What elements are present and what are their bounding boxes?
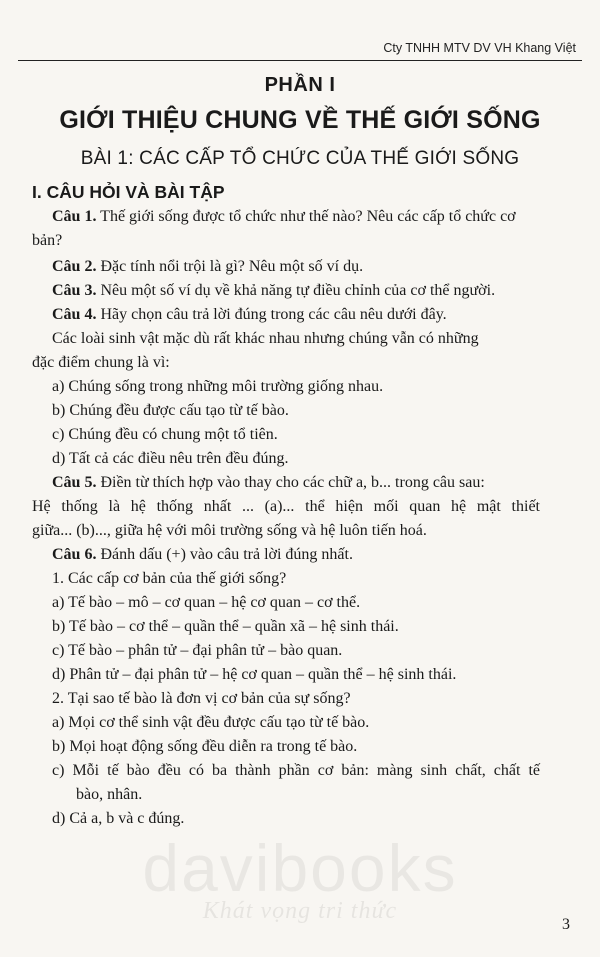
question-6 [52, 546, 353, 564]
question-stem: giữa... (b)..., giữa hệ với môi trường sống và hệ luôn tiến hoá. [32, 522, 427, 539]
question-text: Điền từ thích hợp vào thay cho các chữ a, b... trong câu sau: [96, 474, 485, 491]
answer-option: b) Mọi hoạt động sống đều diễn ra trong tế bào. [52, 738, 358, 755]
question-label: Câu 5. [52, 474, 97, 491]
section-title: I. CÂU HỎI VÀ BÀI TẬP [32, 182, 225, 202]
answer-option: c) Tế bào – phân tử – đại phân tử – bào quan. [52, 642, 343, 659]
question-2 [52, 258, 363, 276]
question-text-continued: bản? [32, 232, 63, 249]
question-3 [52, 282, 495, 300]
question-stem: Các loài sinh vật mặc dù rất khác nhau nhưng chúng vẫn có những [52, 330, 479, 347]
question-1 [52, 208, 516, 226]
question-5 [52, 474, 485, 492]
answer-option: c) Mỗi tế bào đều có ba thành phần cơ bản: màng sinh chất, chất tế [52, 762, 540, 779]
answer-option: c) Chúng đều có chung một tổ tiên. [52, 426, 278, 443]
question-text: Đánh dấu (+) vào câu trả lời đúng nhất. [96, 546, 353, 563]
answer-option: b) Chúng đều được cấu tạo từ tế bào. [52, 402, 289, 419]
question-label: Câu 6. [52, 546, 97, 563]
answer-option-continued: bào, nhân. [76, 786, 143, 803]
question-4 [52, 306, 447, 324]
question-label: Câu 3. [52, 282, 97, 299]
watermark-slogan: Khát vọng tri thức [202, 898, 398, 924]
answer-option: d) Cả a, b và c đúng. [52, 810, 185, 827]
question-stem: đặc điểm chung là vì: [32, 354, 170, 371]
answer-option: a) Tế bào – mô – cơ quan – hệ cơ quan – cơ thể. [52, 594, 361, 611]
question-label: Câu 1. [52, 208, 97, 225]
answer-option: a) Chúng sống trong những môi trường giống nhau. [52, 378, 384, 395]
part-title: PHẦN I [264, 74, 336, 96]
main-title: GIỚI THIỆU CHUNG VỀ THẾ GIỚI SỐNG [59, 106, 541, 134]
question-label: Câu 4. [52, 306, 97, 323]
sub-question: 1. Các cấp cơ bản của thế giới sống? [52, 570, 287, 587]
header-divider [18, 60, 582, 61]
question-text: Thế giới sống được tổ chức như thế nào? Nêu các cấp tổ chức cơ [96, 208, 516, 225]
answer-option: d) Phân tử – đại phân tử – hệ cơ quan – quần thể – hệ sinh thái. [52, 666, 457, 683]
question-stem: Hệ thống là hệ thống nhất ... (a)... thể hiện mối quan hệ mật thiết [32, 498, 540, 515]
page-number: 3 [562, 916, 570, 933]
question-text: Hãy chọn câu trả lời đúng trong các câu nêu dưới đây. [96, 306, 447, 323]
question-label: Câu 2. [52, 258, 97, 275]
running-header: Cty TNHH MTV DV VH Khang Việt [383, 41, 576, 55]
answer-option: a) Mọi cơ thể sinh vật đều được cấu tạo từ tế bào. [52, 714, 370, 731]
watermark-logo: davibooks [142, 831, 458, 905]
sub-question: 2. Tại sao tế bào là đơn vị cơ bản của sự sống? [52, 690, 351, 707]
lesson-title: BÀI 1: CÁC CẤP TỔ CHỨC CỦA THẾ GIỚI SỐNG [80, 148, 520, 169]
answer-option: b) Tế bào – cơ thể – quần thể – quần xã – hệ sinh thái. [52, 618, 399, 635]
answer-option: d) Tất cả các điều nêu trên đều đúng. [52, 450, 289, 467]
question-text: Đặc tính nổi trội là gì? Nêu một số ví dụ. [96, 258, 364, 275]
question-text: Nêu một số ví dụ về khả năng tự điều chỉnh của cơ thể người. [96, 282, 496, 299]
